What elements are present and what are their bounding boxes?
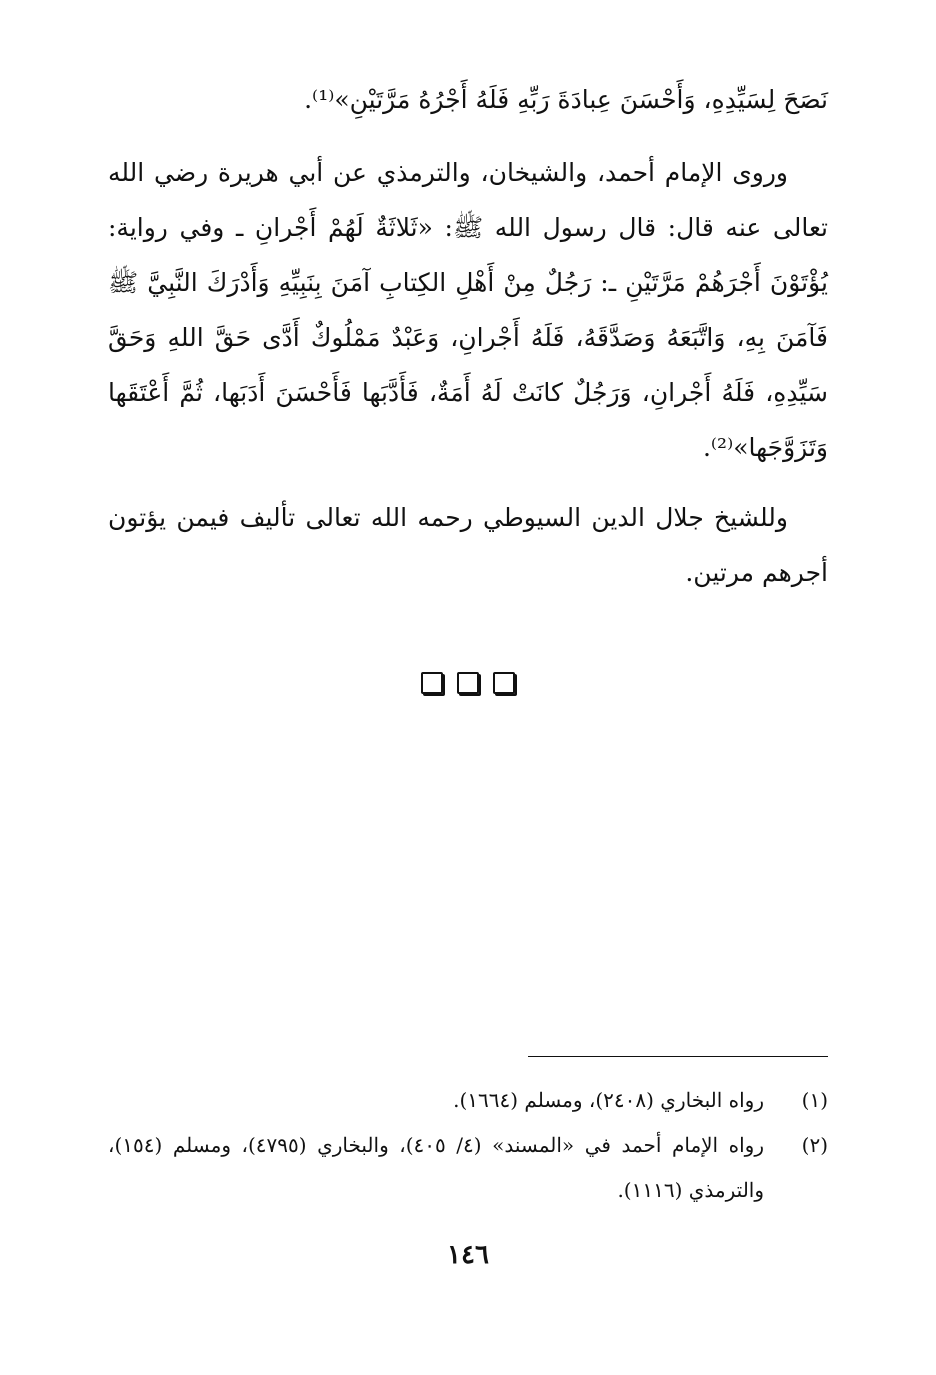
square-ornament-icon	[493, 672, 515, 694]
footnote-1	[108, 1078, 828, 1123]
paragraph-hadith-three-rewards: وروى الإمام أحمد، والشيخان، والترمذي عن أبي هريرة رضي الله تعالى عنه قال: قال رسول الله ﷺ: «ثَلاثَةٌ لَهُمْ أَجْرانِ ـ وفي رواية: يُؤْتَوْنَ أَجْرَهُمْ مَرَّتَيْنِ ـ: رَجُلٌ مِنْ أَهْلِ الكِتابِ آمَنَ بِنَبِيِّهِ وَأَدْرَكَ النَّبِيَّ ﷺ فَآمَنَ بِهِ، وَاتَّبَعَهُ وَصَدَّقَهُ، فَلَهُ أَجْرانِ، وَعَبْدٌ مَمْلُوكٌ أَدَّى حَقَّ اللهِ وَحَقَّ سَيِّدِهِ، فَلَهُ أَجْرانِ، وَرَجُلٌ كانَتْ لَهُ أَمَةٌ، فَأَدَّبَها فَأَحْسَنَ أَدَبَها، ثُمَّ أَعْتَقَها وَتَزَوَّجَها»⁽²⁾.	[108, 158, 828, 462]
square-ornament-icon	[457, 672, 479, 694]
paragraph-hadith-ending: نَصَحَ لِسَيِّدِهِ، وَأَحْسَنَ عِبادَةَ رَبِّهِ فَلَهُ أَجْرُهُ مَرَّتَيْنِ»⁽¹⁾.	[304, 85, 828, 114]
footnote-text: رواه الإمام أحمد في «المسند» (٤/ ٤٠٥)، والبخاري (٤٧٩٥)، ومسلم (١٥٤)، والترمذي (١١١٦).	[108, 1133, 764, 1202]
section-separator-marks	[0, 672, 936, 694]
footnote-2	[108, 1123, 828, 1213]
footnote-number: (١)	[801, 1088, 828, 1112]
footnote-number: (٢)	[801, 1133, 828, 1157]
footnote-divider	[528, 1056, 828, 1057]
footnotes	[108, 1078, 828, 1213]
paragraph-suyuti-note: وللشيخ جلال الدين السيوطي رحمه الله تعالى تأليف فيمن يؤتون أجرهم مرتين.	[108, 503, 828, 587]
page-number: ١٤٦	[447, 1240, 489, 1270]
square-ornament-icon	[421, 672, 443, 694]
footnote-text: رواه البخاري (٢٤٠٨)، ومسلم (١٦٦٤).	[453, 1088, 764, 1112]
